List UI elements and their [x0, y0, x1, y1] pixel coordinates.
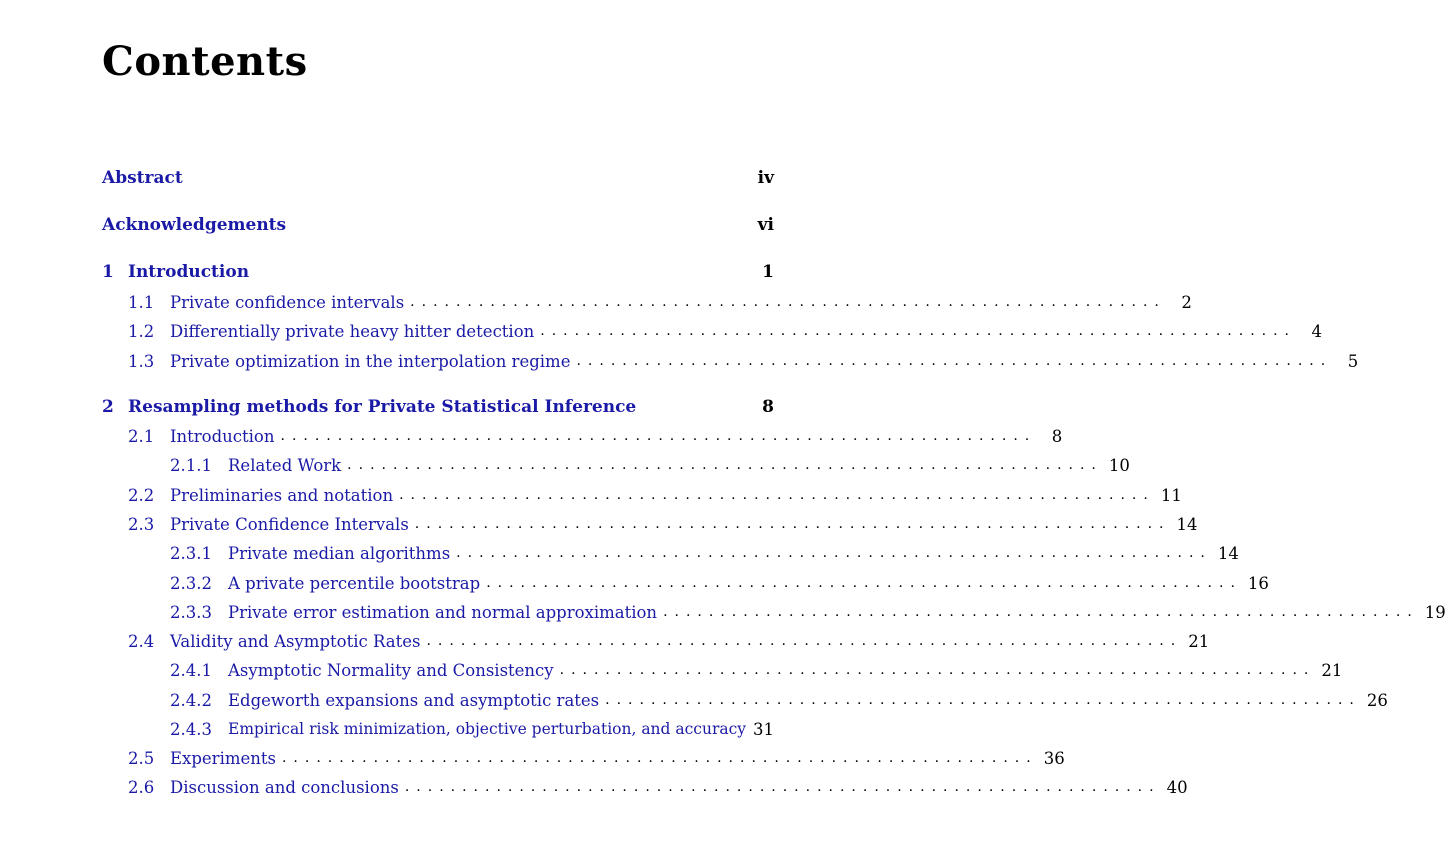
toc-entry-page: 21 [1321, 660, 1343, 680]
toc-subsection-number[interactable]: 2.1.1 [170, 455, 212, 475]
toc-subsection-number[interactable]: 2.3.2 [170, 573, 212, 593]
toc-section-title[interactable]: Private confidence intervals [170, 292, 405, 312]
toc-section[interactable] [102, 483, 1182, 507]
toc-subsection-number[interactable]: 2.3.3 [170, 602, 212, 622]
toc-section-title[interactable]: Discussion and conclusions [170, 777, 399, 797]
toc-section[interactable] [102, 629, 1210, 653]
dot-leader: .................................................................. [540, 323, 1296, 339]
toc-entry-page: 2 [1181, 292, 1192, 312]
dot-leader: .................................................................. [414, 516, 1171, 532]
toc-section-title[interactable]: Differentially private heavy hitter detection [170, 321, 535, 341]
toc-subsection-title[interactable]: A private percentile bootstrap [228, 573, 481, 593]
toc-entry-page: 36 [1043, 748, 1065, 768]
toc-subsection-number[interactable]: 2.4.2 [170, 690, 212, 710]
toc-subsection[interactable] [102, 600, 1446, 624]
toc-subsection-number[interactable]: 2.4.3 [170, 719, 212, 739]
toc-entry-page: 14 [1176, 514, 1198, 534]
toc-entry-page: 14 [1217, 543, 1239, 563]
toc-entry-page: 1 [762, 262, 774, 282]
toc-chapter-2[interactable] [102, 395, 774, 419]
toc-entry-page: iv [757, 168, 774, 188]
dot-leader: .................................................................. [605, 692, 1361, 708]
toc-subsection-number[interactable]: 2.4.1 [170, 660, 212, 680]
toc-section[interactable] [102, 319, 1322, 343]
toc-section[interactable] [102, 290, 1192, 314]
toc-entry-page: 40 [1166, 777, 1188, 797]
dot-leader: .................................................................. [347, 457, 1103, 473]
toc-subsection[interactable] [102, 453, 1130, 477]
toc-section-title[interactable]: Preliminaries and notation [170, 485, 394, 505]
toc-subsection-title[interactable]: Private median algorithms [228, 543, 451, 563]
toc-entry-page: 21 [1188, 631, 1210, 651]
toc-entry-page: 11 [1160, 485, 1182, 505]
toc-entry-page: vi [757, 215, 774, 235]
toc-section[interactable] [102, 424, 1063, 448]
toc-subsection-number[interactable]: 2.3.1 [170, 543, 212, 563]
dot-leader: .................................................................. [404, 779, 1161, 795]
toc-entry-page: 5 [1347, 351, 1359, 371]
toc-section-number[interactable]: 2.6 [128, 777, 155, 797]
dot-leader: .................................................................. [399, 487, 1155, 503]
toc-section-title[interactable]: Experiments [170, 748, 276, 768]
toc-entry-title[interactable]: Abstract [102, 168, 183, 188]
toc-section-title[interactable]: Private optimization in the interpolation regime [170, 351, 571, 371]
dot-leader: .................................................................. [410, 294, 1166, 310]
toc-section-number[interactable]: 1.3 [128, 351, 155, 371]
toc-subsection[interactable] [102, 688, 1388, 712]
toc-entry-page: 31 [753, 719, 774, 739]
toc-section[interactable] [102, 512, 1198, 536]
toc-section-number[interactable]: 2.3 [128, 514, 155, 534]
toc-section-number[interactable]: 2.1 [128, 426, 155, 446]
toc-entry-page: 26 [1366, 690, 1388, 710]
toc-entry-acknowledgements[interactable] [102, 213, 774, 237]
toc-entry-page: 19 [1424, 602, 1446, 622]
toc-subsection[interactable] [102, 717, 774, 741]
toc-section-number[interactable]: 2.2 [128, 485, 155, 505]
toc-chapter-title[interactable]: Introduction [128, 262, 250, 282]
toc-section-number[interactable]: 1.1 [128, 292, 155, 312]
toc-entry-page: 10 [1108, 455, 1130, 475]
toc-section-title[interactable]: Validity and Asymptotic Rates [170, 631, 421, 651]
toc-subsection-title[interactable]: Related Work [228, 455, 342, 475]
toc-entry-page: 16 [1247, 573, 1269, 593]
toc-entry-page: 8 [762, 397, 774, 417]
toc-section-number[interactable]: 1.2 [128, 321, 155, 341]
toc-subsection-title[interactable]: Edgeworth expansions and asymptotic rates [228, 690, 600, 710]
toc-section[interactable] [102, 349, 1359, 373]
toc-subsection-title[interactable]: Asymptotic Normality and Consistency [228, 660, 554, 680]
toc-chapter-title[interactable]: Resampling methods for Private Statistical Inference [128, 397, 637, 417]
toc-subsection[interactable] [102, 571, 1269, 595]
page-title: Contents [102, 38, 308, 85]
dot-leader: .................................................................. [486, 575, 1242, 591]
toc-entry-abstract[interactable] [102, 166, 774, 190]
dot-leader: .................................................................. [456, 545, 1212, 561]
dot-leader: .................................................................. [576, 353, 1333, 369]
toc-section-number[interactable]: 2.4 [128, 631, 155, 651]
toc-section[interactable] [102, 746, 1065, 770]
toc-chapter-number[interactable]: 2 [102, 397, 114, 417]
toc-section-title[interactable]: Introduction [170, 426, 275, 446]
toc-entry-title[interactable]: Acknowledgements [102, 215, 287, 235]
toc-subsection-title[interactable]: Empirical risk minimization, objective perturbation, and accuracy [228, 720, 747, 738]
toc-section-title[interactable]: Private Confidence Intervals [170, 514, 409, 534]
toc-chapter-1[interactable] [102, 260, 774, 284]
toc-section[interactable] [102, 775, 1188, 799]
dot-leader: .................................................................. [426, 633, 1183, 649]
toc-subsection[interactable] [102, 541, 1239, 565]
dot-leader: .................................................................. [280, 428, 1037, 444]
dot-leader: .................................................................. [281, 750, 1038, 766]
toc-entry-page: 8 [1051, 426, 1063, 446]
toc-section-number[interactable]: 2.5 [128, 748, 155, 768]
toc-subsection[interactable] [102, 658, 1343, 682]
dot-leader: .................................................................. [663, 604, 1419, 620]
toc-chapter-number[interactable]: 1 [102, 262, 114, 282]
toc-subsection-title[interactable]: Private error estimation and normal approximation [228, 602, 658, 622]
toc-entry-page: 4 [1311, 321, 1322, 341]
dot-leader: .................................................................. [559, 662, 1316, 678]
